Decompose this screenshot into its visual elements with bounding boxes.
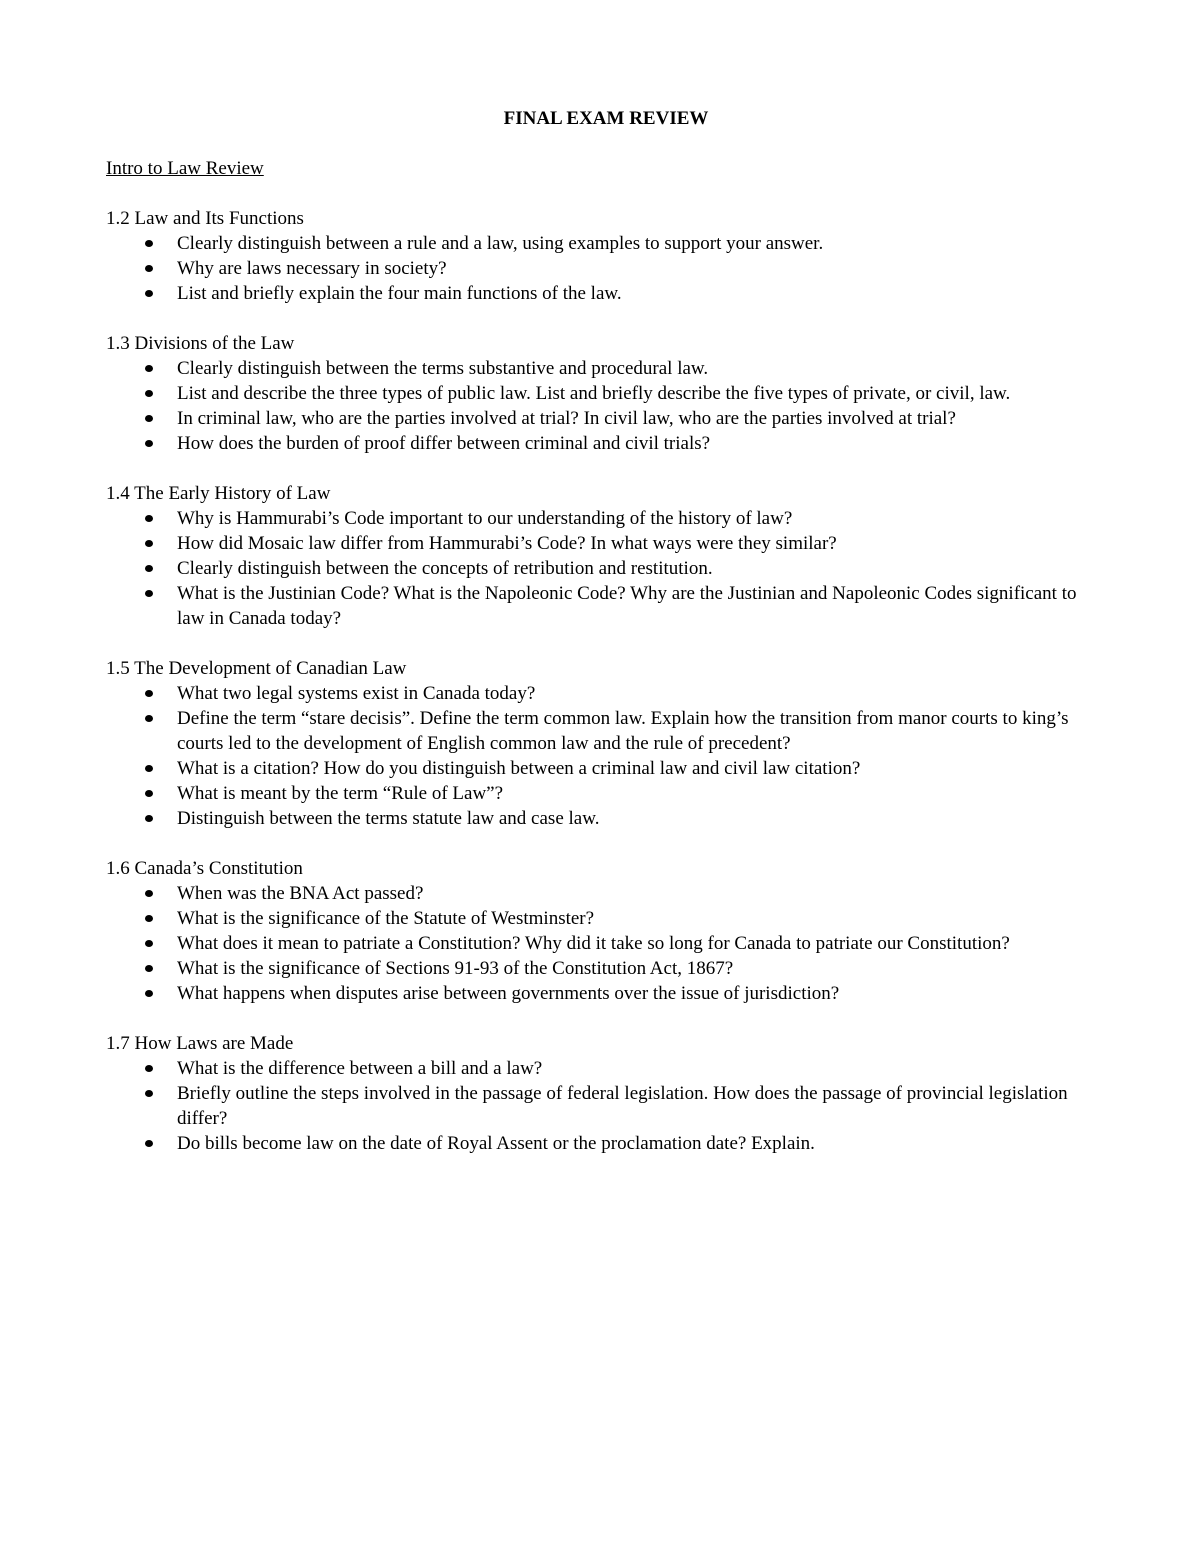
bullet-icon (145, 390, 153, 397)
question-list (106, 881, 1106, 1006)
bullet-icon (145, 1090, 153, 1097)
bullet-icon (145, 790, 153, 797)
question-item (177, 956, 1106, 981)
review-section (106, 1031, 1106, 1156)
question-text: What two legal systems exist in Canada today? (177, 683, 536, 704)
bullet-icon (145, 540, 153, 547)
question-text: List and briefly explain the four main functions of the law. (177, 283, 622, 304)
question-text: What is the significance of the Statute of Westminster? (177, 908, 595, 929)
question-text: In criminal law, who are the parties involved at trial? In civil law, who are the parties involved at trial? (177, 408, 956, 429)
question-text: What happens when disputes arise between governments over the issue of jurisdiction? (177, 983, 840, 1004)
question-text: Clearly distinguish between a rule and a law, using examples to support your answer. (177, 233, 824, 254)
question-text: List and describe the three types of public law. List and briefly describe the five types of private, or civil, law. (177, 383, 1011, 404)
section-heading: 1.4 The Early History of Law (106, 483, 331, 504)
question-item (177, 931, 1106, 956)
section-heading: 1.2 Law and Its Functions (106, 208, 304, 229)
document-title: FINAL EXAM REVIEW (503, 108, 709, 129)
bullet-icon (145, 1140, 153, 1147)
bullet-icon (145, 1065, 153, 1072)
bullet-icon (145, 690, 153, 697)
review-section (106, 856, 1106, 1006)
question-text: What is meant by the term “Rule of Law”? (177, 783, 504, 804)
question-item (177, 906, 1106, 931)
question-text: What is a citation? How do you distinguish between a criminal law and civil law citation? (177, 758, 861, 779)
question-item (177, 806, 1106, 831)
question-item (177, 381, 1106, 406)
question-list (106, 681, 1106, 831)
question-item (177, 406, 1106, 431)
bullet-icon (145, 565, 153, 572)
section-heading: 1.3 Divisions of the Law (106, 333, 295, 354)
question-item (177, 531, 1106, 556)
question-item (177, 1131, 1106, 1156)
question-item (177, 881, 1106, 906)
question-item (177, 431, 1106, 456)
question-list (106, 356, 1106, 456)
review-section (106, 331, 1106, 456)
bullet-icon (145, 915, 153, 922)
question-list (106, 231, 1106, 306)
sections-container (106, 206, 1106, 1156)
question-item (177, 706, 1106, 756)
question-text: Do bills become law on the date of Royal Assent or the proclamation date? Explain. (177, 1133, 815, 1154)
section-heading: 1.5 The Development of Canadian Law (106, 658, 407, 679)
question-text: Distinguish between the terms statute law and case law. (177, 808, 600, 829)
question-text: How does the burden of proof differ between criminal and civil trials? (177, 433, 711, 454)
question-item (177, 506, 1106, 531)
review-section (106, 656, 1106, 831)
question-item (177, 281, 1106, 306)
bullet-icon (145, 440, 153, 447)
question-list (106, 1056, 1106, 1156)
question-text: Define the term “stare decisis”. Define the term common law. Explain how the transition from manor courts to king’s courts led to the development of English common law and the rule of precedent? (177, 708, 1069, 754)
section-heading: 1.6 Canada’s Constitution (106, 858, 303, 879)
bullet-icon (145, 415, 153, 422)
bullet-icon (145, 715, 153, 722)
question-item (177, 231, 1106, 256)
bullet-icon (145, 815, 153, 822)
question-item (177, 1056, 1106, 1081)
question-text: What does it mean to patriate a Constitution? Why did it take so long for Canada to patriate our Constitution? (177, 933, 1010, 954)
question-text: Clearly distinguish between the terms substantive and procedural law. (177, 358, 709, 379)
question-item (177, 756, 1106, 781)
bullet-icon (145, 515, 153, 522)
question-text: Clearly distinguish between the concepts of retribution and restitution. (177, 558, 713, 579)
review-section (106, 481, 1106, 631)
question-text: Why is Hammurabi’s Code important to our understanding of the history of law? (177, 508, 793, 529)
review-section (106, 206, 1106, 306)
bullet-icon (145, 290, 153, 297)
question-item (177, 981, 1106, 1006)
bullet-icon (145, 965, 153, 972)
question-text: Briefly outline the steps involved in the passage of federal legislation. How does the passage of provincial legislation differ? (177, 1083, 1068, 1129)
question-list (106, 506, 1106, 631)
bullet-icon (145, 890, 153, 897)
bullet-icon (145, 590, 153, 597)
document-page (106, 106, 1106, 1181)
question-item (177, 356, 1106, 381)
bullet-icon (145, 240, 153, 247)
question-text: What is the significance of Sections 91-93 of the Constitution Act, 1867? (177, 958, 734, 979)
bullet-icon (145, 940, 153, 947)
section-heading: 1.7 How Laws are Made (106, 1033, 294, 1054)
question-text: What is the difference between a bill and a law? (177, 1058, 543, 1079)
question-text: What is the Justinian Code? What is the Napoleonic Code? Why are the Justinian and Napoleonic Codes significant to law in Canada today? (177, 583, 1077, 629)
question-item (177, 556, 1106, 581)
review-heading: Intro to Law Review (106, 158, 264, 179)
question-item (177, 256, 1106, 281)
bullet-icon (145, 765, 153, 772)
question-text: When was the BNA Act passed? (177, 883, 424, 904)
question-text: How did Mosaic law differ from Hammurabi’s Code? In what ways were they similar? (177, 533, 837, 554)
bullet-icon (145, 265, 153, 272)
question-item (177, 781, 1106, 806)
bullet-icon (145, 365, 153, 372)
question-text: Why are laws necessary in society? (177, 258, 447, 279)
question-item (177, 581, 1106, 631)
question-item (177, 681, 1106, 706)
bullet-icon (145, 990, 153, 997)
question-item (177, 1081, 1106, 1131)
